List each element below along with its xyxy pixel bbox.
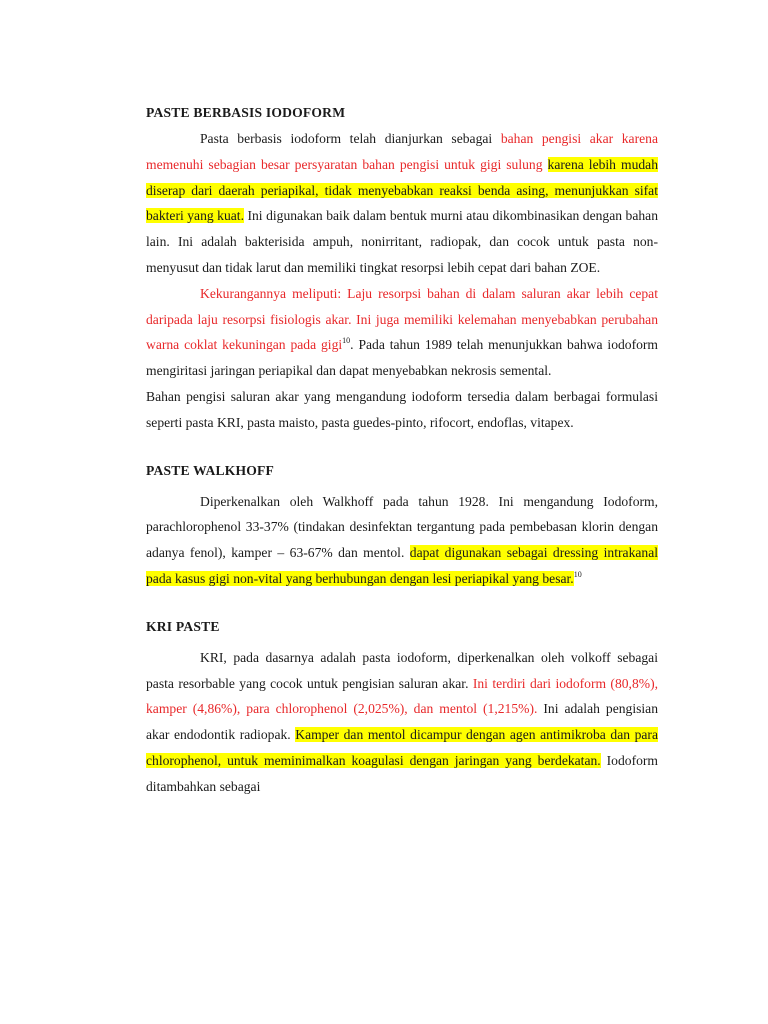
paragraph-bahan-pengisi bbox=[146, 384, 658, 436]
highlighted-text-run: karena lebih mudah diserap dari daerah periapikal, tidak menyebabkan reaksi benda asing, menunjukkan sifat bakteri yang kuat. bbox=[146, 156, 658, 224]
text-run: Bahan pengisi saluran akar yang mengandung iodoform tersedia dalam berbagai formulasi seperti pasta KRI, pasta maisto, pasta guedes-pinto, rifocort, endoflas, vitapex. bbox=[146, 388, 658, 430]
text-run: Ini adalah pengisian akar endodontik radiopak. bbox=[146, 701, 658, 743]
paragraph-kri bbox=[146, 645, 658, 800]
text-run: Iodoform ditambahkan sebagai bbox=[146, 752, 658, 794]
paragraph-kekurangan bbox=[146, 281, 658, 384]
document-body bbox=[146, 100, 658, 800]
text-run: KRI, pada dasarnya adalah pasta iodoform, diperkenalkan oleh volkoff sebagai pasta resorbable yang cocok untuk pengisian saluran akar. bbox=[146, 649, 658, 691]
red-text-run: Ini terdiri dari iodoform (80,8%), kamper (4,86%), para chlorophenol (2,025%), dan mentol (1,215%). bbox=[146, 675, 659, 717]
citation-superscript: 10 bbox=[573, 569, 582, 579]
heading-kri-paste: KRI PASTE bbox=[146, 618, 220, 634]
text-run: Ini digunakan baik dalam bentuk murni atau dikombinasikan dengan bahan lain. Ini adalah bakterisida ampuh, nonirritant, radiopak, dan cocok untuk pasta non-menyusut dan tidak larut dan memiliki tingkat resorpsi lebih cepat dari bahan ZOE. bbox=[146, 208, 659, 275]
heading-paste-walkhoff: PASTE WALKHOFF bbox=[146, 462, 275, 478]
heading-paste-berbasis-iodoform: PASTE BERBASIS IODOFORM bbox=[146, 105, 346, 120]
citation-superscript: 10 bbox=[342, 336, 351, 346]
red-text-run: Kekurangannya meliputi: Laju resorpsi bahan di dalam saluran akar lebih cepat daripada laju resorpsi fisiologis akar. Ini juga memiliki kelemahan menyebabkan perubahan warna coklat kekuningan pada gigi bbox=[146, 285, 658, 353]
highlighted-text-run: Kamper dan mentol dicampur dengan agen antimikroba dan para chlorophenol, untuk meminimalkan koagulasi dengan jaringan yang berdekatan. bbox=[146, 727, 658, 768]
section-spacer bbox=[146, 592, 658, 614]
section-spacer bbox=[146, 436, 658, 458]
paragraph-iodoform-intro bbox=[146, 126, 658, 281]
text-run: Pasta berbasis iodoform telah dianjurkan sebagai bbox=[200, 131, 501, 146]
red-text-run: bahan pengisi akar karena memenuhi sebagian besar persyaratan bahan pengisi untuk gigi sulung bbox=[146, 131, 658, 172]
paragraph-walkhoff bbox=[146, 489, 658, 592]
highlighted-text-run: dapat digunakan sebagai dressing intrakanal pada kasus gigi non-vital yang berhubungan dengan lesi periapikal yang besar. bbox=[146, 545, 659, 586]
text-run: . Pada tahun 1989 telah menunjukkan bahwa iodoform mengiritasi jaringan periapikal dan dapat menyebabkan nekrosis semental. bbox=[146, 337, 659, 379]
text-run: Diperkenalkan oleh Walkhoff pada tahun 1928. Ini mengandung Iodoform, parachlorophenol 33-37% (tindakan desinfektan tergantung pada pembebasan klorin dengan adanya fenol), kamper – 63-67% dan mentol. bbox=[146, 493, 658, 561]
